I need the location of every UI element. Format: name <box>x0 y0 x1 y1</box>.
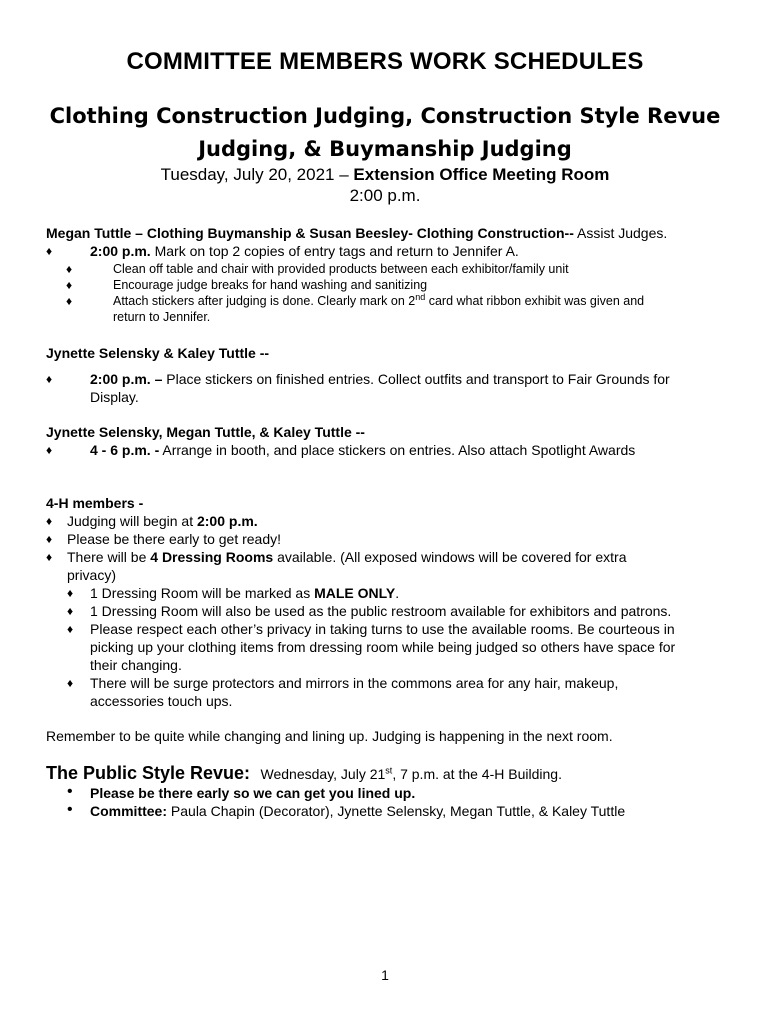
diamond-bullet-icon: ♦ <box>67 676 74 690</box>
diamond-bullet-icon: ♦ <box>46 514 53 528</box>
section4-subitem: Please respect each other’s privacy in taking turns to use the available rooms. Be courteous in <box>90 621 675 637</box>
dot-bullet-icon: • <box>67 801 73 818</box>
reminder-text: Remember to be quite while changing and lining up. Judging is happening in the next room. <box>46 728 613 744</box>
diamond-bullet-icon: ♦ <box>66 294 73 308</box>
section4-item: Please be there early to get ready! <box>67 531 282 547</box>
diamond-bullet-icon: ♦ <box>66 278 73 292</box>
section4-subitem-line3: their changing. <box>90 657 182 673</box>
section4-item: There will be 4 Dressing Rooms available. (All exposed windows will be covered for extra <box>67 549 627 565</box>
section1-heading: Megan Tuttle – Clothing Buymanship & Susan Beesley- Clothing Construction-- Assist Judges. <box>46 225 668 241</box>
subtitle-line-2: Judging, & Buymanship Judging <box>198 137 572 161</box>
section4-subitem: There will be surge protectors and mirrors in the commons area for any hair, makeup, <box>90 675 619 691</box>
section1-subitem: Clean off table and chair with provided products between each exhibitor/family unit <box>113 262 569 276</box>
section4-subitem: 1 Dressing Room will be marked as MALE ONLY. <box>90 585 400 601</box>
section3-item: 4 - 6 p.m. - Arrange in booth, and place stickers on entries. Also attach Spotlight Awards <box>90 442 636 458</box>
diamond-bullet-icon: ♦ <box>67 586 74 600</box>
section1-item: 2:00 p.m. Mark on top 2 copies of entry tags and return to Jennifer A. <box>90 243 519 259</box>
diamond-bullet-icon: ♦ <box>46 550 53 564</box>
section4-subitem-line2: accessories touch ups. <box>90 693 233 709</box>
revue-bullet: Please be there early so we can get you lined up. <box>90 785 416 801</box>
diamond-bullet-icon: ♦ <box>46 443 53 457</box>
section4-heading: 4-H members - <box>46 495 144 511</box>
section4-subitem-line2: picking up your clothing items from dressing room while being judged so others have space for <box>90 639 676 655</box>
diamond-bullet-icon: ♦ <box>46 244 53 258</box>
diamond-bullet-icon: ♦ <box>46 372 53 386</box>
event-date-location <box>0 165 770 185</box>
page-title: COMMITTEE MEMBERS WORK SCHEDULES <box>126 48 644 75</box>
section4-item-line2: privacy) <box>67 567 117 583</box>
section1-subitem: Encourage judge breaks for hand washing and sanitizing <box>113 278 428 292</box>
event-location: Extension Office Meeting Room <box>353 165 610 184</box>
diamond-bullet-icon: ♦ <box>46 532 53 546</box>
section2-item-line2: Display. <box>90 389 139 405</box>
diamond-bullet-icon: ♦ <box>66 262 73 276</box>
section2-heading: Jynette Selensky & Kaley Tuttle -- <box>46 345 270 361</box>
revue-title: The Public Style Revue: <box>46 763 251 783</box>
subtitle-line-1: Clothing Construction Judging, Construction Style Revue <box>49 104 721 128</box>
event-date: Tuesday, July 20, 2021 – <box>160 165 354 184</box>
diamond-bullet-icon: ♦ <box>67 622 74 636</box>
section2-item: 2:00 p.m. – Place stickers on finished entries. Collect outfits and transport to Fair Grounds for <box>90 371 670 387</box>
section4-item: Judging will begin at 2:00 p.m. <box>67 513 258 529</box>
event-time: 2:00 p.m. <box>349 186 421 205</box>
diamond-bullet-icon: ♦ <box>67 604 74 618</box>
dot-bullet-icon: • <box>67 783 73 800</box>
section1-subitem-line2: return to Jennifer. <box>113 310 211 324</box>
revue-bullet: Committee: Paula Chapin (Decorator), Jynette Selensky, Megan Tuttle, & Kaley Tuttle <box>90 803 626 819</box>
section1-subitem: Attach stickers after judging is done. Clearly mark on 2nd card what ribbon exhibit was given and <box>113 291 645 308</box>
revue-date: Wednesday, July 21st, 7 p.m. at the 4-H Building. <box>260 765 562 782</box>
section4-subitem: 1 Dressing Room will also be used as the public restroom available for exhibitors and patrons. <box>90 603 672 619</box>
section3-heading: Jynette Selensky, Megan Tuttle, & Kaley Tuttle -- <box>46 424 365 440</box>
revue-line <box>46 763 562 784</box>
page-number: 1 <box>381 967 389 983</box>
